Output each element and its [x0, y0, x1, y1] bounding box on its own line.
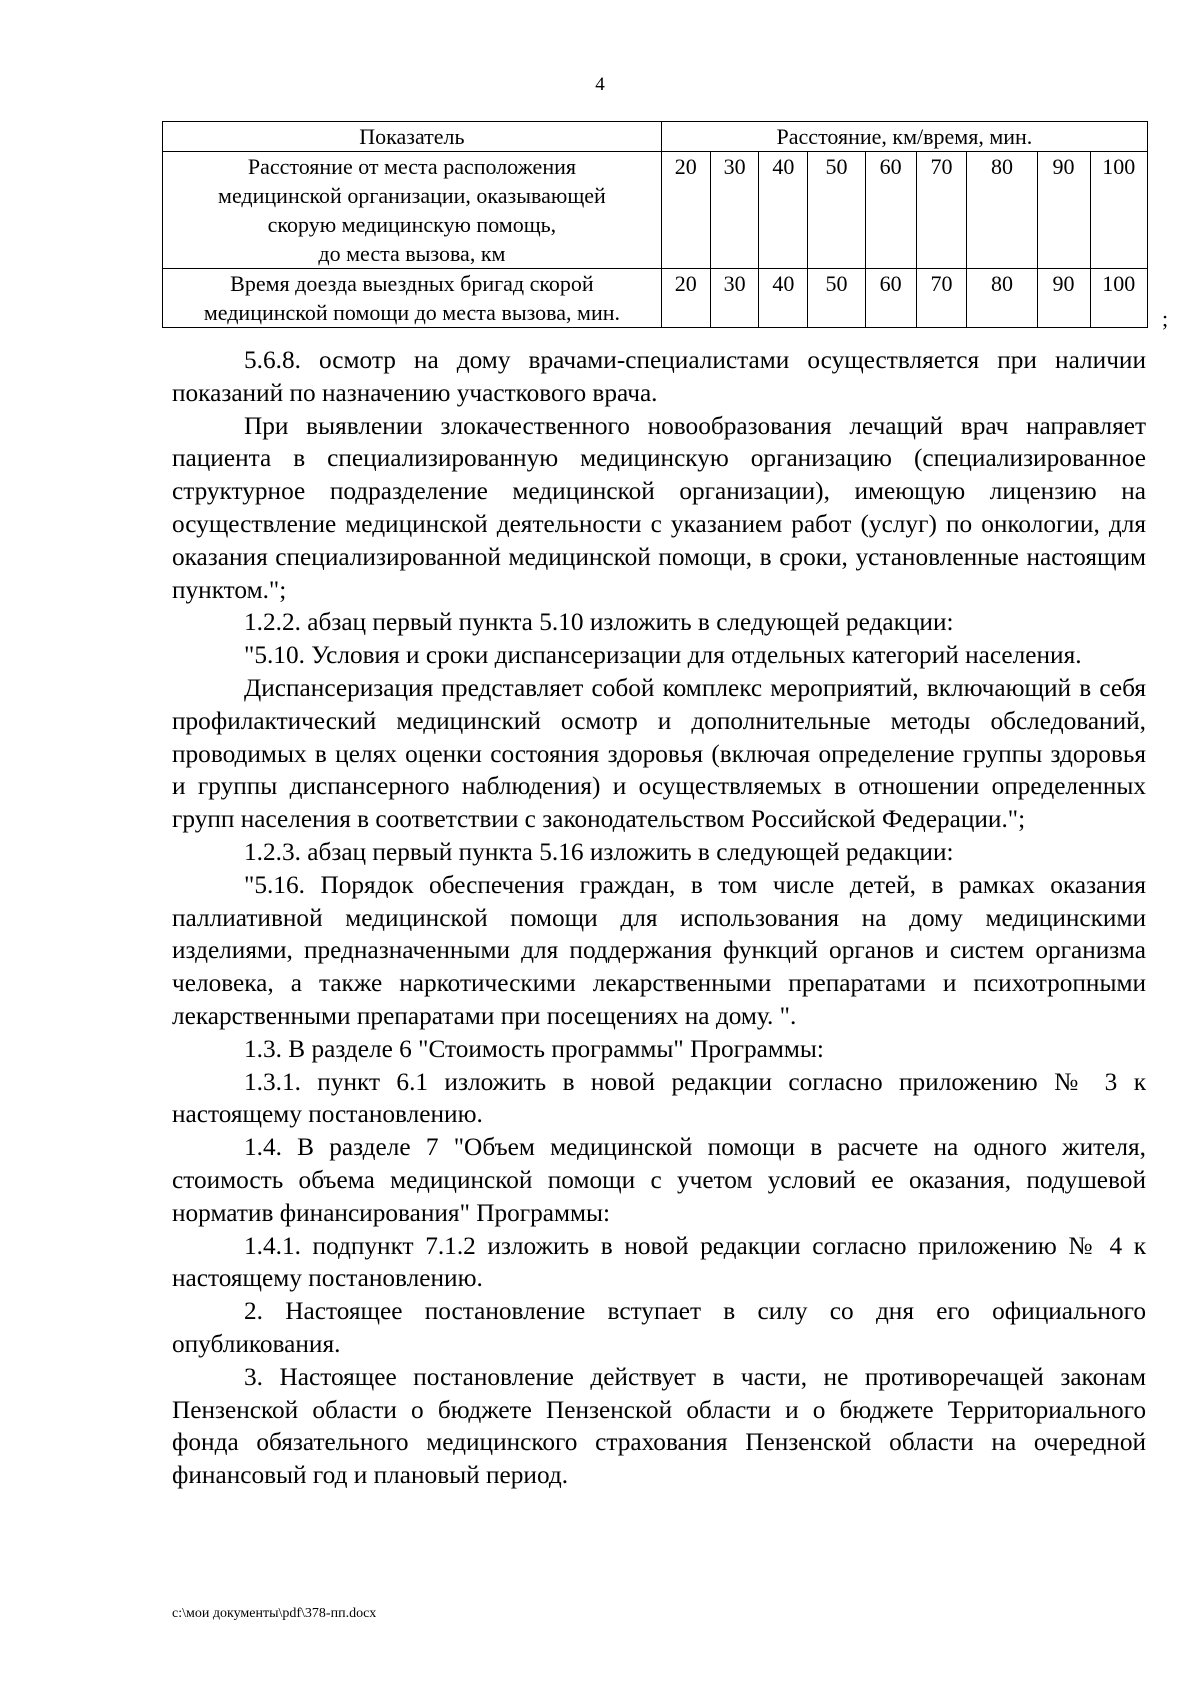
value-cell: 50: [808, 269, 865, 328]
header-indicator: Показатель: [163, 122, 662, 152]
table-trailing-semicolon: ;: [1162, 306, 1169, 331]
value-cell: 20: [661, 269, 710, 328]
body-paragraph: Диспансеризация представляет собой комплекс мероприятий, включающий в себя профилактический медицинский осмотр и дополнительные методы обследований, проводимых в целях оценки состояния здоровья (включая определение группы здоровья и группы диспансерного наблюдения) и осуществляемых в отношении определенных групп населения в соответствии с законодательством Российской Федерации.";: [172, 673, 1146, 834]
body-paragraph: "5.16. Порядок обеспечения граждан, в том числе детей, в рамках оказания паллиативной медицинской помощи для использования на дому медицинскими изделиями, предназначенными для поддержания функций органов и систем организма человека, а также наркотическими лекарственными препаратами и психотропными лекарственными препаратами при посещениях на дому. ".: [172, 870, 1146, 1030]
footer-file-path: c:\мои документы\pdf\378-пп.docx: [172, 1606, 377, 1621]
value-cell: 100: [1090, 269, 1147, 328]
body-paragraph: "5.10. Условия и сроки диспансеризации для отдельных категорий населения.: [244, 641, 1082, 670]
body-paragraph: При выявлении злокачественного новообразования лечащий врач направляет пациента в специализированную медицинскую организацию (специализированное структурное подразделение медицинской организации), имеющую лицензию на осуществление медицинской деятельности с указанием работ (услуг) по онкологии, для оказания специализированной медицинской помощи, в сроки, установленные настоящим пунктом.";: [172, 411, 1146, 604]
distance-time-table: [162, 121, 1148, 328]
body-paragraph: 2. Настоящее постановление вступает в силу со дня его официального опубликования.: [172, 1297, 1146, 1358]
row-label-line: Расстояние от места расположения: [247, 154, 576, 179]
value-cell: 90: [1037, 152, 1090, 269]
value-cell: 50: [808, 152, 865, 269]
value-cell: 90: [1037, 269, 1090, 328]
row-label-line: медицинской помощи до места вызова, мин.: [203, 300, 621, 325]
value-cell: 60: [865, 152, 916, 269]
body-paragraph: 1.4.1. подпункт 7.1.2 изложить в новой редакции согласно приложению № 4 к настоящему постановлению.: [172, 1231, 1146, 1293]
value-cell: 30: [710, 269, 759, 328]
body-paragraph: 3. Настоящее постановление действует в части, не противоречащей законам Пензенской области о бюджете Пензенской области и о бюджете Территориального фонда обязательного медицинского страхования Пензенской области на очередной финансовый год и плановый период.: [172, 1362, 1146, 1490]
value-cell: 100: [1090, 152, 1147, 269]
document-body: [172, 344, 1146, 1492]
value-cell: 20: [661, 152, 710, 269]
value-cell: 40: [759, 269, 808, 328]
body-paragraph: 1.2.2. абзац первый пункта 5.10 изложить в следующей редакции:: [244, 608, 954, 637]
row-label: [163, 269, 662, 328]
value-cell: 80: [967, 152, 1037, 269]
value-cell: 80: [967, 269, 1037, 328]
header-values: Расстояние, км/время, мин.: [661, 122, 1147, 152]
body-paragraph: 1.2.3. абзац первый пункта 5.16 изложить в следующей редакции:: [244, 837, 954, 866]
row-label-line: скорую медицинскую помощь,: [267, 212, 557, 237]
table-row: [163, 152, 1148, 269]
body-paragraph: 1.4. В разделе 7 "Объем медицинской помощи в расчете на одного жителя, стоимость объема медицинской помощи с учетом условий ее оказания, подушевой норматив финансирования" Программы:: [172, 1133, 1146, 1227]
table-row: [163, 269, 1148, 328]
value-cell: 40: [759, 152, 808, 269]
row-label-line: до места вызова, км: [318, 241, 506, 266]
body-paragraph: 5.6.8. осмотр на дому врачами-специалистами осуществляется при наличии показаний по назначению участкового врача.: [172, 346, 1146, 407]
value-cell: 70: [916, 269, 967, 328]
value-cell: 60: [865, 269, 916, 328]
page-number: 4: [595, 74, 605, 95]
row-label-line: медицинской организации, оказывающей: [218, 183, 606, 208]
body-paragraph: 1.3. В разделе 6 "Стоимость программы" Программы:: [244, 1034, 824, 1063]
value-cell: 30: [710, 152, 759, 269]
body-paragraph: 1.3.1. пункт 6.1 изложить в новой редакции согласно приложению № 3 к настоящему постановлению.: [172, 1067, 1146, 1129]
table-header-row: [163, 122, 1148, 152]
row-label: [163, 152, 662, 269]
value-cell: 70: [916, 152, 967, 269]
row-label-line: Время доезда выездных бригад скорой: [230, 271, 594, 296]
